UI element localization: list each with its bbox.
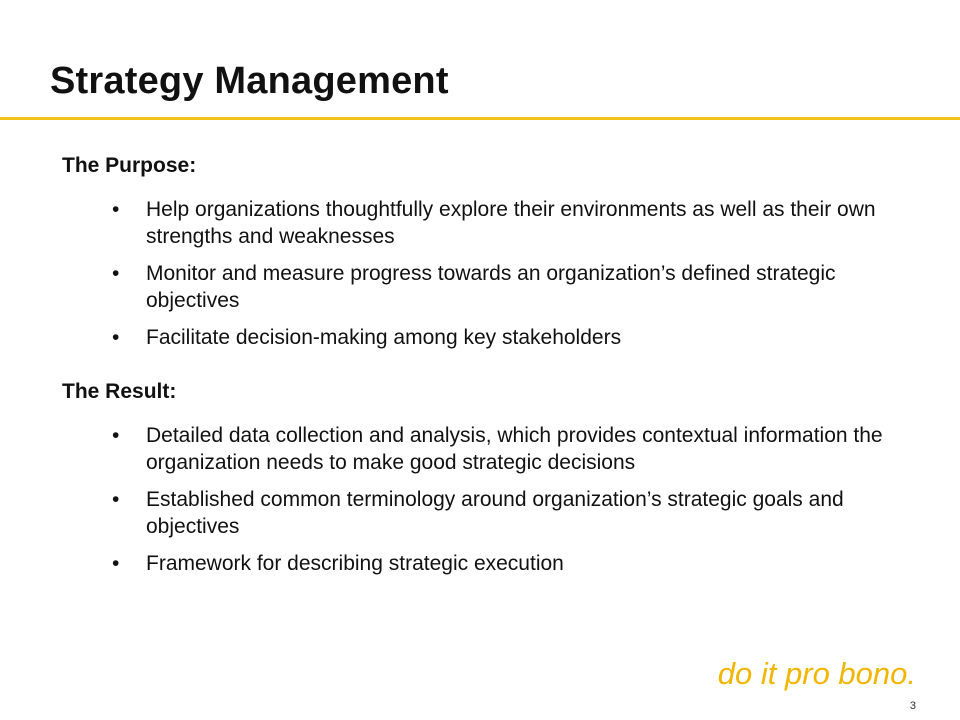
result-bullet-1-text: Detailed data collection and analysis, which provides contextual information the organization needs to make good strategic decisions [146,424,883,474]
title-underline [0,117,960,120]
result-bullet-3-text: Framework for describing strategic execution [146,552,564,575]
purpose-bullet-2 [112,260,922,314]
result-bullet-1 [112,422,922,476]
purpose-bullet-1 [112,196,922,250]
bullet-icon: • [112,424,120,447]
purpose-bullet-3-text: Facilitate decision-making among key stakeholders [146,326,622,349]
result-bullet-2 [112,486,922,540]
purpose-bullet-1-text: Help organizations thoughtfully explore their environments as well as their own strengths and weaknesses [146,198,876,248]
result-bullet-list [112,422,922,577]
result-bullet-3 [112,550,922,577]
result-bullet-2-text: Established common terminology around organization’s strategic goals and objectives [146,488,844,538]
purpose-bullet-3 [112,324,922,351]
bullet-icon: • [112,552,120,575]
purpose-bullet-list [112,196,922,351]
result-heading: The Result: [62,380,177,403]
purpose-bullet-2-text: Monitor and measure progress towards an organization’s defined strategic objectives [146,262,836,312]
slide-title: Strategy Management [50,60,449,102]
bullet-icon: • [112,262,120,285]
page-number: 3 [909,700,916,712]
bullet-icon: • [112,488,120,511]
tagline: do it pro bono. [717,656,916,691]
bullet-icon: • [112,198,120,221]
bullet-icon: • [112,326,120,349]
purpose-heading: The Purpose: [62,154,197,177]
